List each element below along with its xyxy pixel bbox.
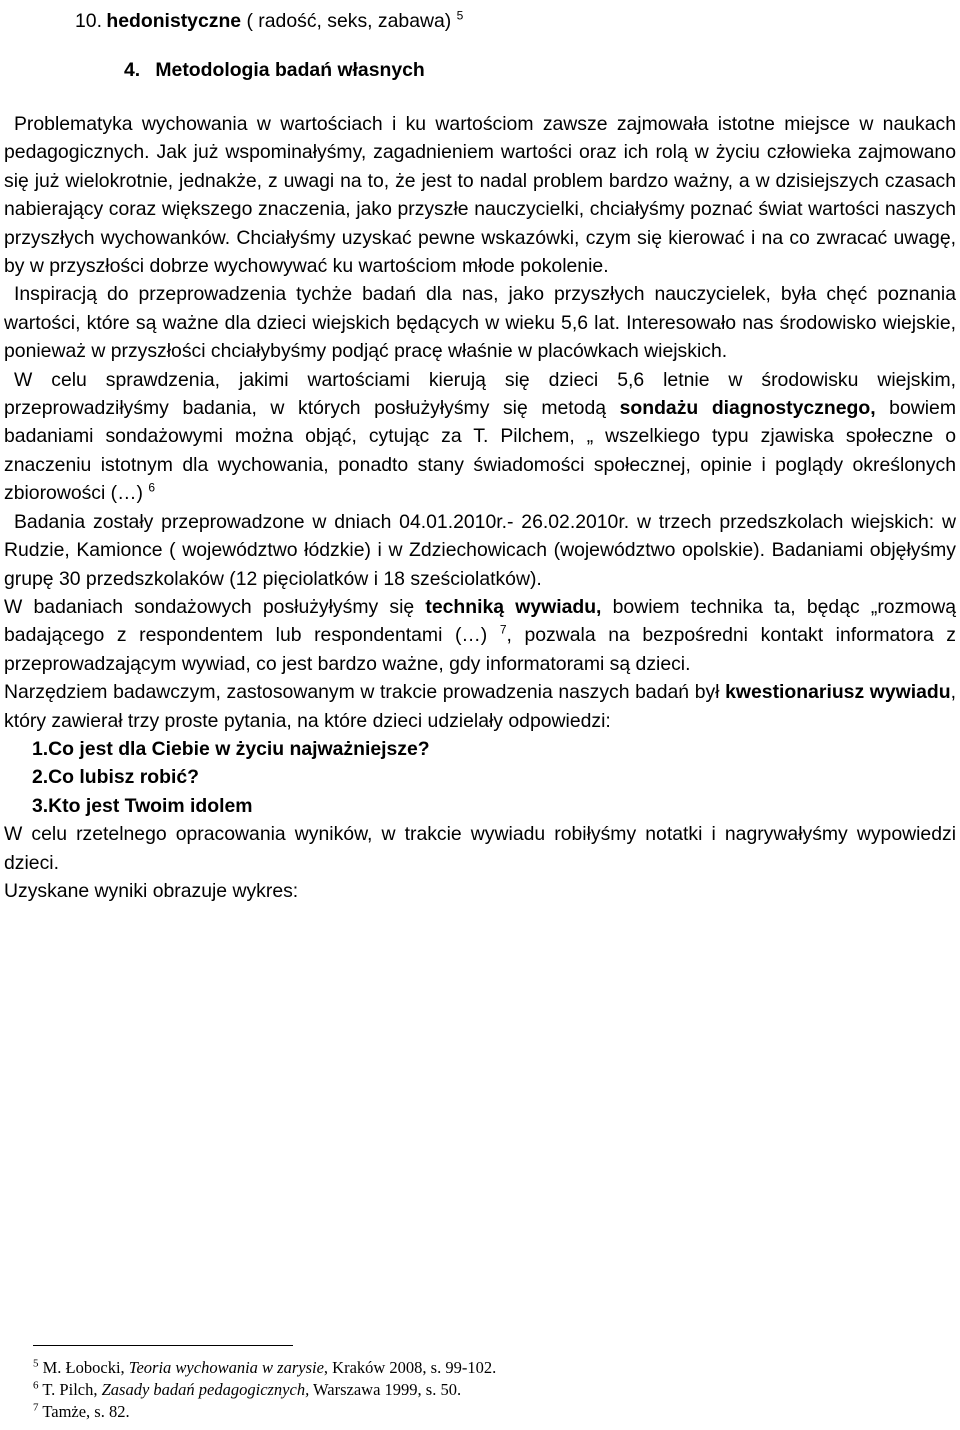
paragraph-2: Inspiracją do przeprowadzenia tychże badań dla nas, jako przyszłych nauczycielek, była chęć poznania wartości, które są ważne dla dzieci wiejskich będących w wieku 5,6 lat. Interesowało nas środowisko wiejskie, ponieważ w przyszłości chciałybyśmy podjąć pracę właśnie w placówkach wiejskich.	[4, 283, 956, 363]
footnote-separator	[33, 1345, 293, 1346]
footnote-number: 5	[33, 1357, 39, 1370]
footnote-author: M. Łobocki,	[38, 1358, 129, 1377]
question-item: 2.Co lubisz robić?	[32, 766, 199, 789]
section-title: Metodologia badań własnych	[155, 59, 425, 81]
paragraph-3	[4, 366, 956, 508]
section-number: 4.	[124, 59, 141, 81]
question-item: 1.Co jest dla Ciebie w życiu najważniejsze?	[32, 737, 430, 760]
question-item: 3.Kto jest Twoim idolem	[32, 794, 253, 817]
paragraph-1: Problematyka wychowania w wartościach i ku wartościom zawsze zajmowała istotne miejsce w naukach pedagogicznych. Jak już wspominałyśmy, zagadnieniem wartości oraz ich rolą w życiu człowieka zajmowano się już wielokrotnie, jednakże, z uwagi na to, że jest to nadal problem bardzo ważny, a w dzisiejszych czasach nabierający coraz większego znaczenia, jako przyszłe nauczycielki, chciałyśmy poznać świat wartości naszych przyszłych wychowanków. Chciałyśmy uzyskać pewne wskazówki, czym się kierować i na co zwracać uwagę, by w przyszłości dobrze wychowywać ku wartościom młode pokolenie.	[4, 113, 956, 278]
section-heading	[124, 42, 956, 98]
footnote-5	[33, 1357, 933, 1379]
paragraph-3-text-a: W celu sprawdzenia, jakimi wartościami kierują się dzieci 5,6 letnie w środowisku wiejskim, przeprowadziłyśmy badania, w których posłużyłyśmy się metodą	[4, 368, 956, 420]
footnote-title: Teoria wychowania w zarysie	[128, 1358, 324, 1377]
footnote-rest: Warszawa 1999, s. 50.	[309, 1380, 462, 1399]
paragraph-3-text-b: bowiem badaniami sondażowymi można objąć, cytując za T. Pilchem, „ wszelkiego typu zjawiska społeczne o znaczeniu istotnym dla wychowania, ponadto stany świadomości społecznej, opinie i poglądy określonych zbiorowości (…)	[4, 397, 956, 505]
footnote-number: 7	[33, 1401, 39, 1414]
value-list-item-10	[75, 0, 956, 42]
paragraph-5-text-b: bowiem technika ta, będąc „rozmową badającego z respondentem lub respondentami (…)	[4, 595, 956, 647]
interview-questions	[4, 735, 956, 820]
footnotes	[33, 1357, 933, 1423]
document-body	[4, 0, 956, 905]
paragraph-5-text-a: W badaniach sondażowych posłużyłyśmy się	[4, 595, 426, 618]
list-item-title: hedonistyczne	[106, 10, 242, 32]
footnote-ref-6: 6	[148, 480, 156, 495]
footnote-6	[33, 1379, 933, 1401]
footnote-number: 6	[33, 1379, 39, 1392]
footnote-rest: , Kraków 2008, s. 99-102.	[323, 1358, 497, 1377]
footnote-author: T. Pilch,	[38, 1380, 102, 1399]
footnote-author: Tamże, s. 82.	[38, 1402, 130, 1421]
paragraph-3-bold: sondażu diagnostycznego,	[619, 397, 876, 420]
footnote-title: Zasady badań pedagogicznych,	[101, 1380, 310, 1399]
paragraph-6-text-a: Narzędziem badawczym, zastosowanym w trakcie prowadzenia naszych badań był	[4, 681, 726, 704]
list-item-number: 10.	[75, 10, 102, 32]
paragraph-5	[4, 593, 956, 678]
footnote-ref-5: 5	[456, 8, 464, 23]
paragraph-5-bold: techniką wywiadu,	[425, 595, 602, 618]
paragraph-5-text-c: , pozwala na bezpośredni kontakt informatora z przeprowadzającym wywiad, co jest bardzo ważne, gdy informatorami są dzieci.	[4, 624, 956, 675]
paragraph-7: W celu rzetelnego opracowania wyników, w trakcie wywiadu robiłyśmy notatki i nagrywałyśmy wypowiedzi dzieci.	[4, 823, 956, 874]
paragraph-4: Badania zostały przeprowadzone w dniach 04.01.2010r.- 26.02.2010r. w trzech przedszkolach wiejskich: w Rudzie, Kamionce ( województwo łódzkie) i w Zdziechowicach (województwo opolskie). Badaniami objęłyśmy grupę 30 przedszkolaków (12 pięciolatków i 18 sześciolatków).	[4, 510, 956, 590]
paragraph-8: Uzyskane wyniki obrazuje wykres:	[4, 879, 299, 902]
paragraph-6-text-b: , który zawierał trzy proste pytania, na które dzieci udzielały odpowiedzi:	[4, 681, 956, 732]
paragraph-6	[4, 678, 956, 735]
footnote-7	[33, 1401, 933, 1423]
footnote-ref-7: 7	[499, 622, 507, 637]
list-item-description: ( radość, seks, zabawa)	[241, 10, 452, 32]
paragraph-6-bold: kwestionariusz wywiadu	[725, 681, 951, 704]
